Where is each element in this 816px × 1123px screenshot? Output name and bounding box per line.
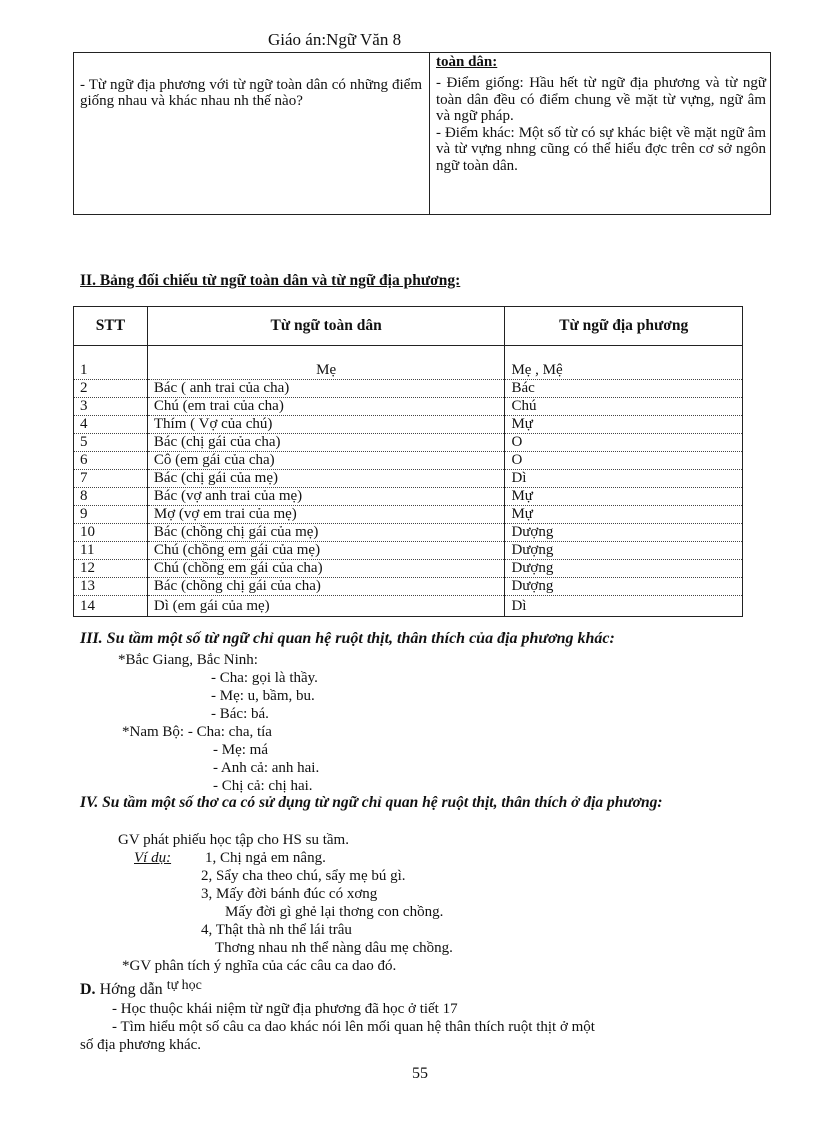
table-row — [74, 434, 743, 452]
example-label: Ví dụ: — [134, 850, 172, 866]
qa-answer — [436, 75, 766, 174]
qa-answer-line: - Điểm giống: Hầu hết từ ngữ địa phương và từ ngữ toàn dân đều có điểm chung về mặt từ vựng, ngữ âm và ngữ pháp. — [436, 75, 766, 124]
row-dialect-word: O — [505, 434, 743, 452]
row-stt: 6 — [74, 452, 148, 470]
row-stt: 10 — [74, 524, 148, 542]
example-line: Mấy đời gì ghẻ lại thơng con chồng. — [225, 904, 444, 920]
row-dialect-word: Dượng — [505, 542, 743, 560]
row-standard-word: Mẹ — [147, 346, 505, 380]
row-dialect-word: Chú — [505, 398, 743, 416]
row-dialect-word: Mự — [505, 416, 743, 434]
region-line: - Mẹ: má — [213, 742, 268, 758]
row-stt: 9 — [74, 506, 148, 524]
table-header-row — [74, 307, 743, 346]
row-dialect-word: O — [505, 452, 743, 470]
table-row — [74, 506, 743, 524]
example-line: 3, Mấy đời bánh đúc có xơng — [201, 886, 378, 902]
row-dialect-word: Dượng — [505, 524, 743, 542]
row-standard-word: Bác (vợ anh trai của mẹ) — [147, 488, 505, 506]
row-standard-word: Bác (chồng chị gái của mẹ) — [147, 524, 505, 542]
example-note: *GV phân tích ý nghĩa của các câu ca dao đó. — [122, 958, 397, 974]
row-standard-word: Bác (chị gái của mẹ) — [147, 470, 505, 488]
row-dialect-word: Dượng — [505, 560, 743, 578]
row-stt: 7 — [74, 470, 148, 488]
row-dialect-word: Dượng — [505, 578, 743, 596]
header-stt: STT — [74, 307, 148, 346]
section-d-title-text: Hớng dẫn — [99, 981, 163, 998]
section-3-title: III. Su tầm một số từ ngữ chỉ quan hệ ruột thịt, thân thích của địa phương khác: — [80, 630, 615, 647]
table-row — [74, 542, 743, 560]
row-stt: 12 — [74, 560, 148, 578]
qa-answer-title: toàn dân: — [436, 54, 498, 70]
homework-line: số địa phương khác. — [80, 1037, 202, 1053]
table-row — [74, 398, 743, 416]
table-row — [74, 452, 743, 470]
header-dialect-word: Từ ngữ địa phương — [505, 307, 743, 346]
qa-box-divider — [429, 53, 430, 214]
region-line: - Anh cả: anh hai. — [213, 760, 320, 776]
row-standard-word: Thím ( Vợ của chú) — [147, 416, 505, 434]
row-standard-word: Chú (em trai của cha) — [147, 398, 505, 416]
row-stt: 2 — [74, 380, 148, 398]
section-d-label: D. — [80, 981, 96, 998]
qa-answer-line: - Điểm khác: Một số từ có sự khác biệt về mặt ngữ âm và từ vựng nhng cũng có thể hiểu đợc trên cơ sở ngôn ngữ toàn dân. — [436, 124, 766, 174]
row-stt: 13 — [74, 578, 148, 596]
section-d-title-sup: tự học — [166, 978, 202, 993]
table-row — [74, 560, 743, 578]
region-line: *Nam Bộ: - Cha: cha, tía — [122, 724, 272, 740]
row-standard-word: Dì (em gái của mẹ) — [147, 596, 505, 617]
row-stt: 14 — [74, 596, 148, 617]
page-number: 55 — [412, 1065, 428, 1082]
row-stt: 11 — [74, 542, 148, 560]
region-line: - Cha: gọi là thầy. — [211, 670, 318, 686]
section-4-intro: GV phát phiếu học tập cho HS su tầm. — [118, 832, 349, 848]
table-row — [74, 488, 743, 506]
example-line: 4, Thật thà nh thể lái trâu — [201, 922, 352, 938]
row-stt: 1 — [74, 346, 148, 380]
header-standard-word: Từ ngữ toàn dân — [147, 307, 505, 346]
page-header-title: Giáo án:Ngữ Văn 8 — [268, 30, 402, 49]
row-dialect-word: Mự — [505, 506, 743, 524]
table-row — [74, 524, 743, 542]
row-standard-word: Bác (chồng chị gái của cha) — [147, 578, 505, 596]
row-stt: 3 — [74, 398, 148, 416]
homework-line: - Tìm hiểu một số câu ca dao khác nói lên mối quan hệ thân thích ruột thịt ở một — [112, 1019, 595, 1035]
row-stt: 4 — [74, 416, 148, 434]
section-d-title — [80, 978, 202, 999]
section-4-title: IV. Su tầm một số thơ ca có sử dụng từ ngữ chỉ quan hệ ruột thịt, thân thích ở địa phương: — [80, 794, 663, 811]
region-line: - Chị cả: chị hai. — [213, 778, 313, 794]
example-line: 2, Sẩy cha theo chú, sẩy mẹ bú gì. — [201, 868, 406, 884]
table-row — [74, 470, 743, 488]
comparison-table — [73, 306, 743, 617]
table-row — [74, 416, 743, 434]
table-row — [74, 346, 743, 380]
qa-box — [73, 52, 771, 215]
example-line: Thơng nhau nh thể nàng dâu mẹ chồng. — [215, 940, 453, 956]
table-row — [74, 380, 743, 398]
row-dialect-word: Mẹ , Mệ — [505, 346, 743, 380]
row-dialect-word: Bác — [505, 380, 743, 398]
row-dialect-word: Dì — [505, 470, 743, 488]
row-dialect-word: Mự — [505, 488, 743, 506]
row-standard-word: Bác ( anh trai của cha) — [147, 380, 505, 398]
row-standard-word: Mợ (vợ em trai của mẹ) — [147, 506, 505, 524]
row-dialect-word: Dì — [505, 596, 743, 617]
table-row — [74, 596, 743, 617]
region-line: - Bác: bá. — [211, 706, 269, 722]
row-stt: 5 — [74, 434, 148, 452]
table-row — [74, 578, 743, 596]
row-standard-word: Cô (em gái của cha) — [147, 452, 505, 470]
region-line: - Mẹ: u, bầm, bu. — [211, 688, 315, 704]
region-line: *Bắc Giang, Bắc Ninh: — [118, 652, 258, 668]
row-standard-word: Chú (chồng em gái của cha) — [147, 560, 505, 578]
qa-question: - Từ ngữ địa phương với từ ngữ toàn dân có những điểm giống nhau và khác nhau nh thế nào? — [80, 77, 422, 109]
row-standard-word: Chú (chồng em gái của mẹ) — [147, 542, 505, 560]
row-standard-word: Bác (chị gái của cha) — [147, 434, 505, 452]
homework-line: - Học thuộc khái niệm từ ngữ địa phương đã học ở tiết 17 — [112, 1001, 458, 1017]
example-line: 1, Chị ngả em nâng. — [205, 850, 326, 866]
section-2-title: II. Bảng đối chiếu từ ngữ toàn dân và từ ngữ địa phương: — [80, 272, 461, 289]
row-stt: 8 — [74, 488, 148, 506]
